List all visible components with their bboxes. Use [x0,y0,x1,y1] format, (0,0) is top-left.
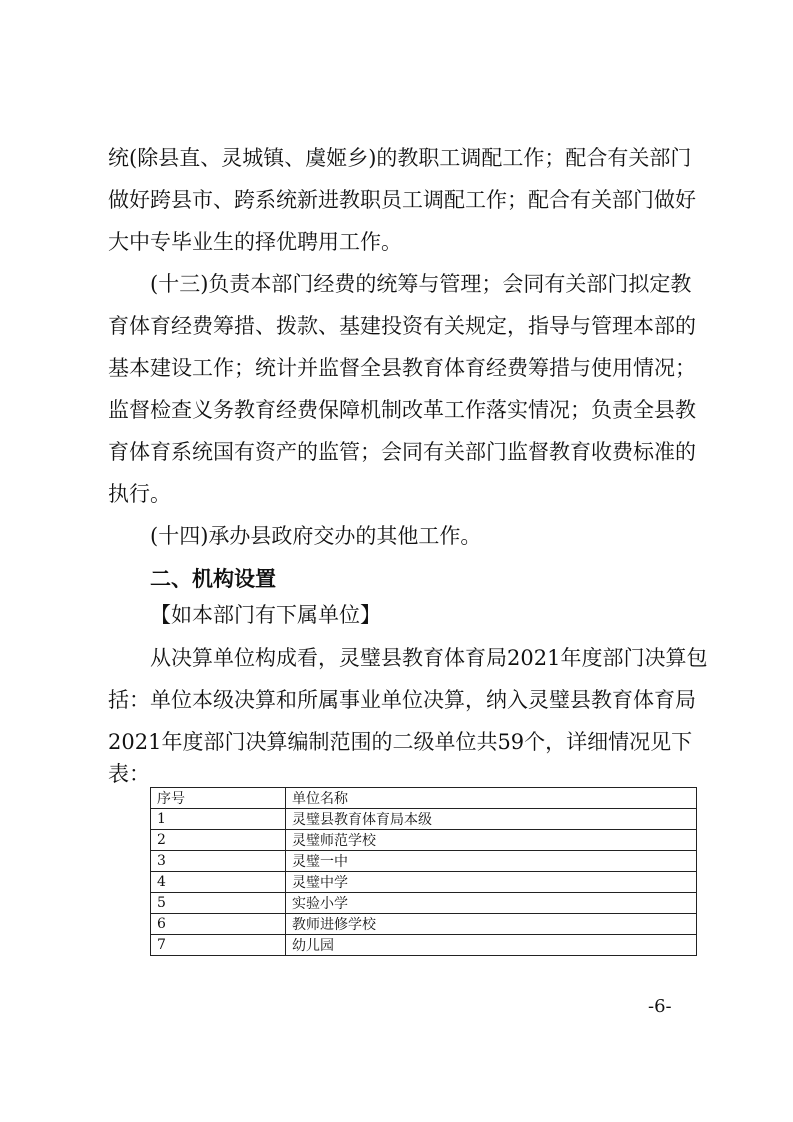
intro-line: 表： [108,762,150,786]
table-cell-index: 4 [151,872,286,893]
unit-table [150,787,697,956]
table-cell-index: 1 [151,809,286,830]
table-cell-index: 2 [151,830,286,851]
table-cell-index: 7 [151,935,286,956]
subordinate-note: 【如本部门有下属单位】 [150,603,381,627]
paragraph-line: 执行。 [108,482,171,506]
paragraph-line: 统(除县直、灵城镇、虞姬乡)的教职工调配工作；配合有关部门 [108,146,692,170]
table-cell-unit: 灵璧师范学校 [286,830,697,851]
table-cell-index: 3 [151,851,286,872]
table-row [151,872,697,893]
paragraph-line: 做好跨县市、跨系统新进教职员工调配工作；配合有关部门做好 [108,188,696,212]
table-cell-unit: 实验小学 [286,893,697,914]
table-cell-unit: 灵璧一中 [286,851,697,872]
paragraph-line: 监督检查义务教育经费保障机制改革工作落实情况；负责全县教 [108,398,696,422]
table-row [151,830,697,851]
paragraph-line: (十三)负责本部门经费的统筹与管理；会同有关部门拟定教 [150,272,692,296]
paragraph-line: 育体育系统国有资产的监管；会同有关部门监督教育收费标准的 [108,440,696,464]
paragraph-line: 大中专毕业生的择优聘用工作。 [108,230,402,254]
table-row [151,935,697,956]
page-number: -6- [648,996,672,1017]
table-cell-index: 6 [151,914,286,935]
section-heading: 二、机构设置 [150,567,276,591]
table-header-cell: 单位名称 [286,788,697,809]
table-header-cell: 序号 [151,788,286,809]
table-cell-unit: 灵璧中学 [286,872,697,893]
intro-line: 从决算单位构成看，灵璧县教育体育局2021年度部门决算包 [150,646,708,670]
table-header-row [151,788,697,809]
paragraph-line: 基本建设工作；统计并监督全县教育体育经费筹措与使用情况； [108,356,696,380]
table-cell-index: 5 [151,893,286,914]
table-cell-unit: 灵璧县教育体育局本级 [286,809,697,830]
table-row [151,851,697,872]
table-cell-unit: 幼儿园 [286,935,697,956]
table-cell-unit: 教师进修学校 [286,914,697,935]
table-row [151,893,697,914]
paragraph-line: 育体育经费筹措、拨款、基建投资有关规定，指导与管理本部的 [108,314,696,338]
intro-line: 2021年度部门决算编制范围的二级单位共59个，详细情况见下 [108,730,693,754]
intro-line: 括：单位本级决算和所属事业单位决算，纳入灵璧县教育体育局 [108,688,696,712]
table-row [151,809,697,830]
table-row [151,914,697,935]
paragraph-line: (十四)承办县政府交办的其他工作。 [150,524,482,548]
